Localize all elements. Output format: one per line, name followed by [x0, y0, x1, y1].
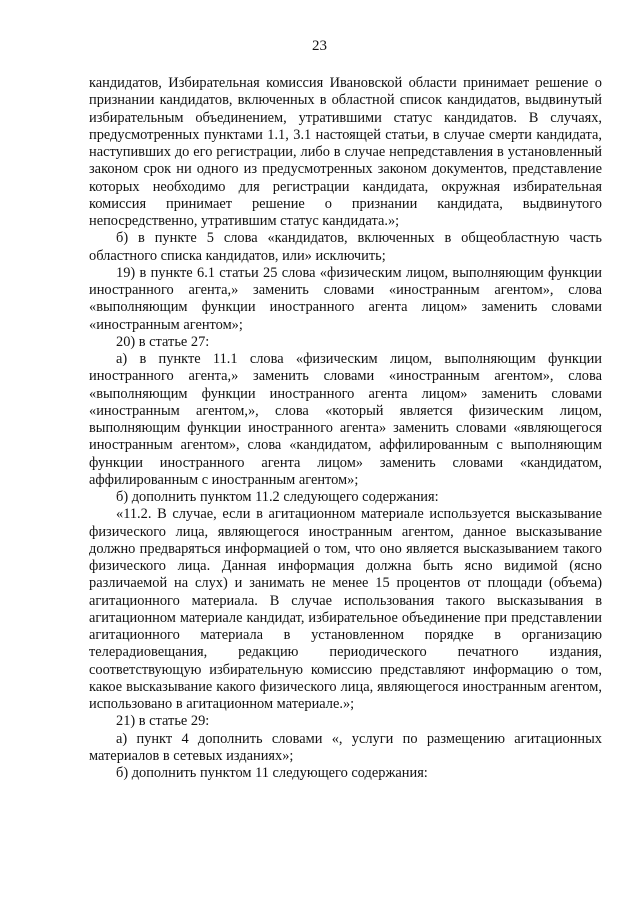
page-number: 23	[312, 38, 327, 54]
paragraph: б) дополнить пунктом 11 следующего содержания:	[116, 765, 428, 781]
paragraph: а) в пункте 11.1 слова «физическим лицом, выполняющим функции иностранного агента,» заменить словами «иностранным агентом», слова «выполняющим функции иностранного агента лицом» заменить словами «иностранным агентом,», слова «который является физическим лицом, выполняющим функции иностранного агента» заменить словами «являющегося иностранным агентом», слова «кандидатом, аффилированным с выполняющим функции иностранного агента лицом» заменить словами «кандидатом, аффилированным с иностранным агентом»;	[89, 351, 602, 488]
paragraph: 20) в статье 27:	[116, 333, 210, 350]
paragraph: б) дополнить пунктом 11.2 следующего содержания:	[116, 489, 439, 505]
paragraph: «11.2. В случае, если в агитационном материале используется высказывание физического лица, являющегося иностранным агентом, данное высказывание должно предваряться информацией о том, что оно является высказыванием такого физического лица. Данная информация должна быть ясно видимой (ясно различаемой на слух) и занимать не менее 15 процентов от площади (объема) агитационного материала. В случае использования такого высказывания в агитационном материале кандидат, избирательное объединение при представлении агитационного материала в установленном порядке в организацию телерадиовещания, редакцию периодического печатного издания, соответствующую избирательную комиссию представляют информацию о том, какое высказывание какого физического лица, являющегося иностранным агентом, использовано в агитационном материале.»;	[89, 506, 602, 712]
paragraph: а) пункт 4 дополнить словами «, услуги по размещению агитационных материалов в сетевых изданиях»;	[89, 730, 602, 764]
document-body	[89, 75, 602, 782]
paragraph: 21) в статье 29:	[116, 713, 210, 730]
paragraph-continuation: кандидатов, Избирательная комиссия Ивановской области принимает решение о признании кандидатов, включенных в областной список кандидатов, выдвинутый избирательным объединением, утратившими статус кандидатов. В случаях, предусмотренных пунктами 1.1, 3.1 настоящей статьи, в случае смерти кандидата, наступивших до его регистрации, либо в случае непредставления в установленный законом срок ни одного из предусмотренных законом документов, представление которых необходимо для регистрации кандидата, окружная избирательная комиссия принимает решение о признании кандидата, выдвинутого непосредственно, утратившим статус кандидата.»;	[89, 75, 602, 229]
paragraph: 19) в пункте 6.1 статьи 25 слова «физическим лицом, выполняющим функции иностранного агента,» заменить словами «иностранным агентом», слова «выполняющим функции иностранного агента лицом» заменить словами «иностранным агентом»;	[89, 264, 602, 333]
paragraph: б) в пункте 5 слова «кандидатов, включенных в общеобластную часть областного списка кандидатов, или» исключить;	[89, 230, 602, 264]
